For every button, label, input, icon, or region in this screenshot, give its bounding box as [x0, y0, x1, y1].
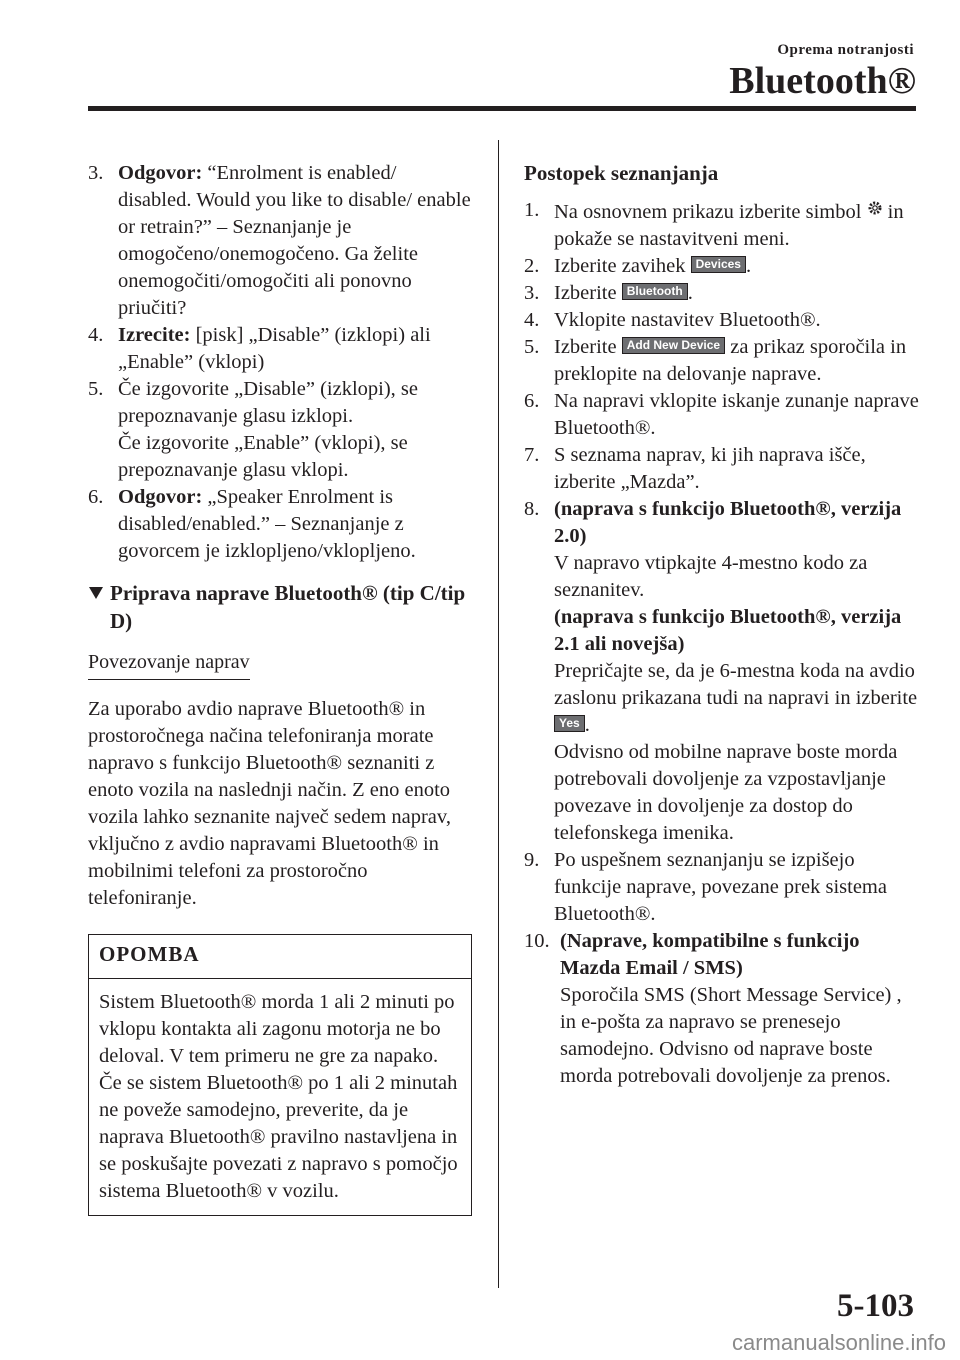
section-name: Oprema notranjosti	[777, 42, 914, 58]
step-number: 10.	[524, 930, 550, 952]
step-number: 2.	[524, 255, 540, 277]
step-4	[524, 307, 920, 334]
note-text: Sistem Bluetooth® morda 1 ali 2 minuti po vklopu kontakta ali zagonu motorja ne bo deloval. V tem primeru ne gre za napako. Če se sistem Bluetooth® po 1 ali 2 minutah ne poveže samodejno, preverite, da je naprava Bluetooth® pravilno nastavljena in se poskušajte povezati z napravo s pomočjo sistema Bluetooth® v vozilu.	[99, 991, 458, 1202]
step-text: Sporočila SMS (Short Message Service) , in e-pošta za napravo se prenesejo samodejno. Odvisno od naprave boste morda potrebovali dovoljenje za prenos.	[560, 984, 902, 1087]
step-3: 3. Izberite Bluetooth .	[524, 280, 920, 307]
page-title: Bluetooth®	[729, 60, 916, 102]
left-column	[88, 160, 472, 1216]
step-4	[88, 322, 472, 376]
triangle-down-icon	[88, 579, 110, 635]
section-heading-text: Priprava naprave Bluetooth® (tip C/tip D)	[110, 581, 466, 633]
step-label: Odgovor:	[118, 162, 203, 184]
step-text: Po uspešnem seznanjanju se izpišejo funkcije naprave, povezane prek sistema Bluetooth®.	[554, 849, 887, 925]
step-text: Prepričajte se, da je 6-mestna koda na avdio zaslonu prikazana tudi na napravi in izberite Yes .	[554, 660, 918, 736]
subheading: Povezovanje naprav	[88, 649, 250, 680]
step-5: 5. Izberite Add New Device za prikaz sporočila in preklopite na delovanje naprave.	[524, 334, 920, 388]
yes-button: Yes	[554, 715, 585, 732]
note-box	[88, 934, 472, 1216]
step-text: V napravo vtipkajte 4-mestno kodo za seznanitev.	[554, 552, 868, 601]
step-1: 1. Na osnovnem prikazu izberite simbol in pokaže se nastavitveni meni.	[524, 197, 920, 253]
step-number: 3.	[88, 162, 104, 184]
column-divider	[498, 140, 499, 1288]
step-number: 4.	[524, 309, 540, 331]
step-7	[524, 442, 920, 496]
step-text: Odvisno od mobilne naprave boste morda potrebovali dovoljenje za vzpostavljanje povezave in dovoljenje za dostop do telefonskega imenika.	[554, 741, 898, 844]
step-number: 7.	[524, 444, 540, 466]
step-text: “Enrolment is enabled/ disabled. Would you like to disable/ enable or retrain?” – Seznanjanje je omogočeno/onemogočeno. Ga želite onemogočiti/omogočiti ali ponovno priučiti?	[118, 162, 471, 319]
step-number: 3.	[524, 282, 540, 304]
step-condition: (naprava s funkcijo Bluetooth®, verzija 2.0)	[554, 498, 902, 547]
step-6	[88, 484, 472, 565]
procedure-heading: Postopek seznanjanja	[524, 161, 719, 185]
step-9	[524, 847, 920, 928]
header-rule	[88, 106, 916, 111]
step-number: 5.	[88, 378, 104, 400]
step-3	[88, 160, 472, 322]
step-5	[88, 376, 472, 484]
step-text: Vklopite nastavitev Bluetooth®.	[554, 309, 821, 331]
step-number: 9.	[524, 849, 540, 871]
step-condition: (naprava s funkcijo Bluetooth®, verzija 2.1 ali novejša)	[554, 606, 902, 655]
step-text: Na napravi vklopite iskanje zunanje naprave Bluetooth®.	[554, 390, 919, 439]
step-text: Če izgovorite „Enable” (vklopi), se prepoznavanje glasu vklopi.	[118, 432, 408, 481]
watermark: carmanualsonline.info	[731, 1330, 946, 1355]
devices-tab-button: Devices	[691, 256, 746, 273]
step-6	[524, 388, 920, 442]
step-number: 6.	[524, 390, 540, 412]
step-text: „Speaker Enrolment is disabled/enabled.” – Seznanjanje z govorcem je izklopljeno/vklopljeno.	[118, 486, 416, 562]
step-label: Izrecite:	[118, 324, 191, 346]
intro-paragraph: Za uporabo avdio naprave Bluetooth® in prostoročnega načina telefoniranja morate napravo s funkcijo Bluetooth® seznaniti z enoto vozila na naslednji način. Z eno enoto vozila lahko seznanite največ sedem naprav, vključno z avdio napravami Bluetooth® in mobilnimi telefoni za prostoročno telefoniranje.	[88, 698, 451, 909]
step-number: 5.	[524, 336, 540, 358]
step-text: S seznama naprav, ki jih naprava išče, izberite „Mazda”.	[554, 444, 866, 493]
step-number: 6.	[88, 486, 104, 508]
note-title: OPOMBA	[89, 935, 471, 979]
step-10	[524, 928, 920, 1090]
step-8	[524, 496, 920, 847]
step-number: 8.	[524, 498, 540, 520]
step-2: 2. Izberite zavihek Devices .	[524, 253, 920, 280]
step-condition: (Naprave, kompatibilne s funkcijo Mazda Email / SMS)	[560, 930, 860, 979]
step-label: Odgovor:	[118, 486, 203, 508]
section-heading	[88, 579, 472, 635]
step-number: 4.	[88, 324, 104, 346]
step-text: Če izgovorite „Disable” (izklopi), se prepoznavanje glasu izklopi.	[118, 378, 418, 427]
page-number: 5-103	[837, 1288, 914, 1324]
bluetooth-button: Bluetooth	[622, 283, 688, 300]
add-new-device-button: Add New Device	[622, 337, 725, 354]
right-column	[524, 160, 920, 1090]
step-text: [pisk] „Disable” (izklopi) ali „Enable” (vklopi)	[118, 324, 431, 373]
gear-icon	[867, 197, 883, 224]
step-number: 1.	[524, 199, 540, 221]
